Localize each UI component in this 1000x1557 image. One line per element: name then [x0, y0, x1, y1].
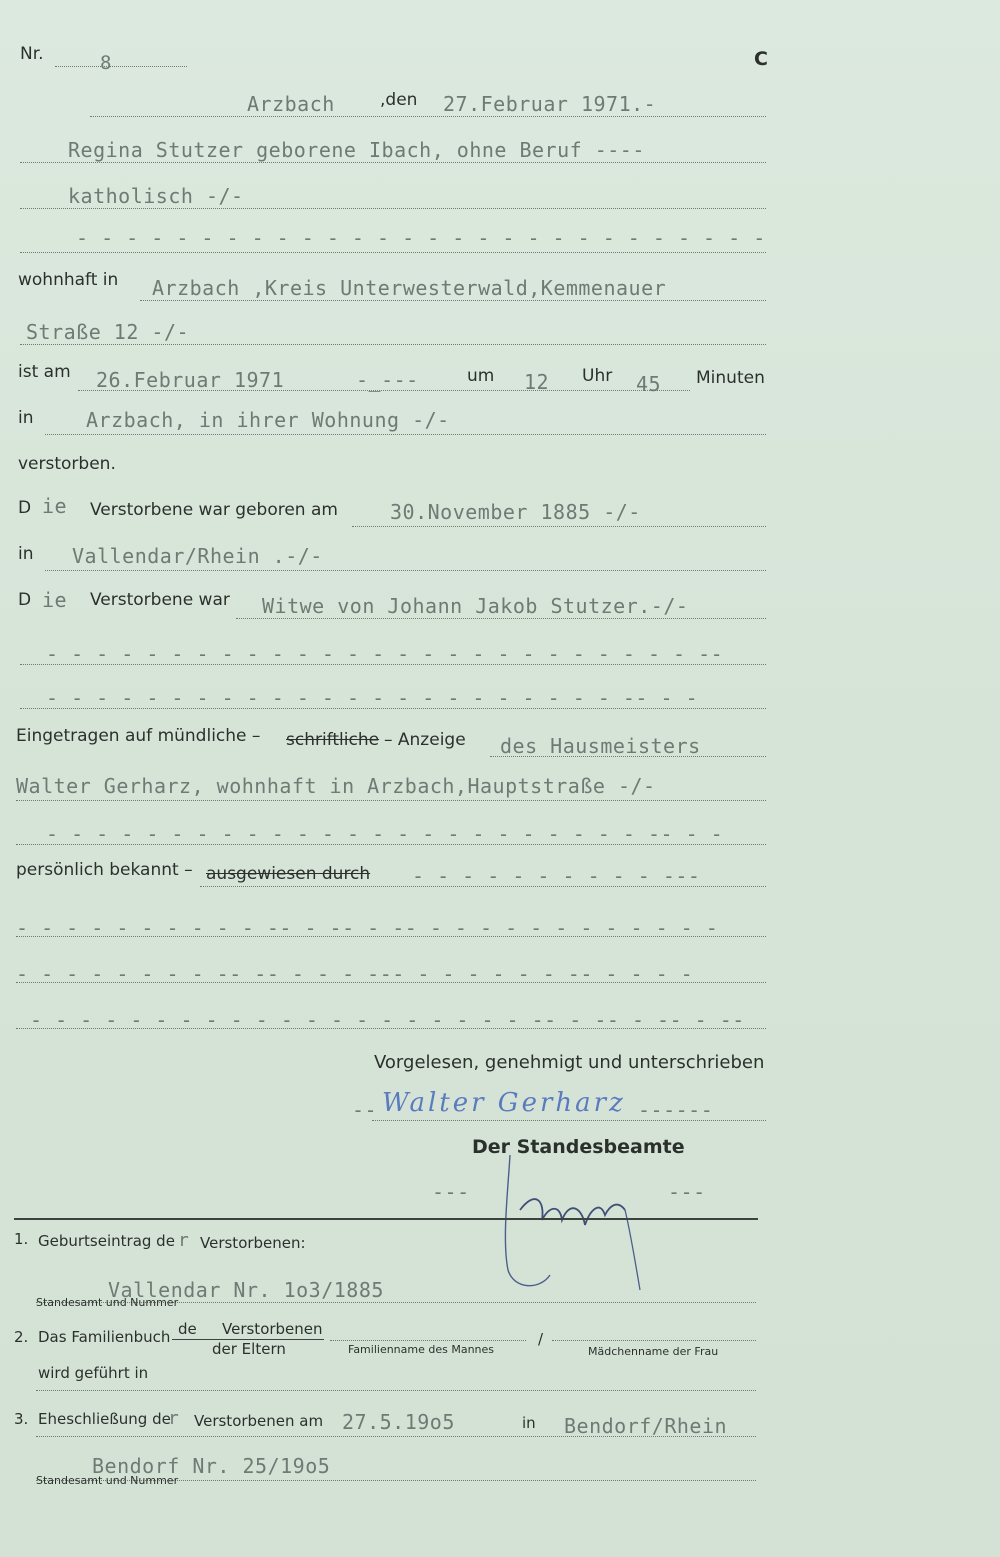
birth-place-line: [45, 570, 766, 571]
note-3-label: Eheschließung de: [38, 1410, 171, 1428]
nr-label: Nr.: [20, 44, 44, 64]
informant-line-b: [16, 800, 766, 801]
name-typed: Regina Stutzer geborene Ibach, ohne Beruf ----: [68, 138, 645, 162]
address-line-2: [20, 344, 766, 345]
official-dash-left: ---: [432, 1180, 470, 1204]
note-2-wird: wird geführt in: [38, 1364, 149, 1382]
informant-typed-b: Walter Gerharz, wohnhaft in Arzbach,Hauptstraße -/-: [16, 774, 656, 798]
bekannt-dash: - - - - - - - - - - ---: [412, 864, 701, 888]
note-1-sub: Standesamt und Nummer: [36, 1296, 179, 1309]
birth-place-typed: Vallendar/Rhein .-/-: [72, 544, 323, 568]
note-1-label: Geburtseintrag de: [38, 1232, 175, 1250]
birth-date-typed: 30.November 1885 -/-: [390, 500, 641, 524]
corner-letter: C: [754, 48, 768, 70]
address-typed-2: Straße 12 -/-: [26, 320, 190, 344]
nr-line: [55, 66, 187, 67]
note-3-sub: Standesamt und Nummer: [36, 1474, 179, 1487]
status-label: Verstorbene war: [90, 590, 230, 610]
note-3-typed: r: [168, 1408, 180, 1429]
name-line: [20, 162, 766, 163]
sig-dash-left: --: [352, 1098, 378, 1122]
religion-line: [20, 208, 766, 209]
schriftliche-struck: schriftliche: [286, 730, 380, 750]
official-dash-right: ---: [668, 1180, 706, 1204]
ist-am-label: ist am: [18, 362, 71, 382]
status-ie-typed: ie: [42, 588, 68, 612]
hour-typed: 12: [524, 370, 550, 394]
note-1-label-b: Verstorbenen:: [200, 1234, 306, 1252]
bekannt-label: persönlich bekannt –: [16, 860, 193, 880]
den-label: ,den: [380, 90, 418, 110]
section-divider: [14, 1218, 758, 1220]
standesbeamte-label: Der Standesbeamte: [472, 1136, 685, 1158]
address-line-1: [140, 300, 766, 301]
blank-line-b: [16, 982, 766, 983]
wohnhaft-label: wohnhaft in: [18, 270, 119, 290]
verstorben-label: verstorben.: [18, 454, 116, 474]
blank-dash-a: - - - - - - - - - - -- - -- - -- - - - - - - - - - - - -: [16, 916, 719, 940]
death-place-line: [45, 434, 766, 435]
informant-line-a: [490, 756, 766, 757]
death-in-label: in: [18, 408, 34, 428]
blank-line: [20, 252, 766, 253]
birth-d-label: D: [18, 498, 32, 518]
note-2-verst: Verstorbenen: [222, 1320, 323, 1338]
death-date-line: [78, 390, 690, 391]
note-3-value: Bendorf Nr. 25/19o5: [92, 1454, 331, 1478]
birth-ie-typed: ie: [42, 494, 68, 518]
note-2-eltern: der Eltern: [212, 1340, 286, 1358]
vorgelesen-label: Vorgelesen, genehmigt und unterschrieben: [374, 1052, 765, 1073]
death-date-typed: 26.Februar 1971: [96, 368, 285, 392]
informant-signature: Walter Gerharz: [382, 1088, 626, 1118]
note-2-mann: Familienname des Mannes: [348, 1343, 495, 1356]
note-2-frau-line: [552, 1340, 756, 1341]
status-line: [236, 618, 766, 619]
birth-date-line: [352, 526, 766, 527]
note-2-label: Das Familienbuch: [38, 1328, 171, 1346]
birth-in-label: in: [18, 544, 34, 564]
note-1-number: 1.: [14, 1230, 29, 1248]
date-typed: 27.Februar 1971.-: [443, 92, 657, 116]
note-3-line: [36, 1436, 756, 1437]
uhr-label: Uhr: [582, 366, 613, 386]
note-2-de: de: [178, 1320, 197, 1338]
informant-dash-line: [16, 844, 766, 845]
address-typed-1: Arzbach ,Kreis Unterwesterwald,Kemmenauer: [152, 276, 667, 300]
birth-label: Verstorbene war geboren am: [90, 500, 338, 520]
minutes-typed: 45: [636, 372, 662, 396]
note-3-place: Bendorf/Rhein: [564, 1414, 728, 1438]
note-3-in: in: [522, 1414, 536, 1432]
note-2-number: 2.: [14, 1328, 29, 1346]
note-2-frau: Mädchenname der Frau: [588, 1345, 719, 1358]
note-2-slash: /: [538, 1330, 544, 1348]
note-3-label-b: Verstorbenen am: [194, 1412, 324, 1430]
status-dash-1: - - - - - - - - - - - - - - - - - - - - - - - - - - --: [46, 642, 724, 666]
note-3-date: 27.5.19o5: [342, 1410, 455, 1434]
um-label: um: [467, 366, 495, 386]
death-date-dash: -_---: [356, 368, 419, 392]
blank-dash-c: - - - - - - - - - - - - - - - - - - - - -- - -- - -- - --: [30, 1008, 745, 1032]
entry-number: 8: [100, 52, 112, 74]
informant-typed-a: des Hausmeisters: [500, 734, 701, 758]
status-dash-line-2: [20, 708, 766, 709]
note-2-mann-line: [330, 1340, 526, 1341]
minuten-label: Minuten: [696, 368, 765, 388]
sig-dash-right: ------: [638, 1098, 714, 1122]
bekannt-line: [200, 886, 766, 887]
anzeige-label: – Anzeige: [384, 730, 466, 750]
place-typed: Arzbach: [247, 92, 335, 116]
religion-typed: katholisch -/-: [68, 184, 244, 208]
status-typed: Witwe von Johann Jakob Stutzer.-/-: [262, 594, 689, 618]
death-place-typed: Arzbach, in ihrer Wohnung -/-: [86, 408, 450, 432]
informant-sig-line: [372, 1120, 766, 1121]
status-d-label: D: [18, 590, 32, 610]
note-1-typed: r: [178, 1230, 190, 1251]
official-signature: [490, 1150, 660, 1300]
informant-dash: - - - - - - - - - - - - - - - - - - - - - - - - -- - -: [46, 822, 724, 846]
note-2-line: [36, 1390, 756, 1391]
blank-dash-b: - - - - - - - - -- -- - - - --- - - - - - - -- - - - -: [16, 962, 694, 986]
blank-line-a: [16, 936, 766, 937]
eingetragen-label: Eingetragen auf mündliche –: [16, 726, 261, 746]
date-line: [90, 116, 766, 117]
note-3-number: 3.: [14, 1410, 29, 1428]
blank-dash-typed: - - - - - - - - - - - - - - - - - - - - - - - - - - - -: [76, 226, 766, 250]
status-dash-2: - - - - - - - - - - - - - - - - - - - - - - - -- - -: [46, 686, 699, 710]
status-dash-line-1: [20, 664, 766, 665]
blank-line-c: [16, 1028, 766, 1029]
ausgewiesen-struck: ausgewiesen durch: [206, 864, 371, 884]
note-1-value: Vallendar Nr. 1o3/1885: [108, 1278, 384, 1302]
